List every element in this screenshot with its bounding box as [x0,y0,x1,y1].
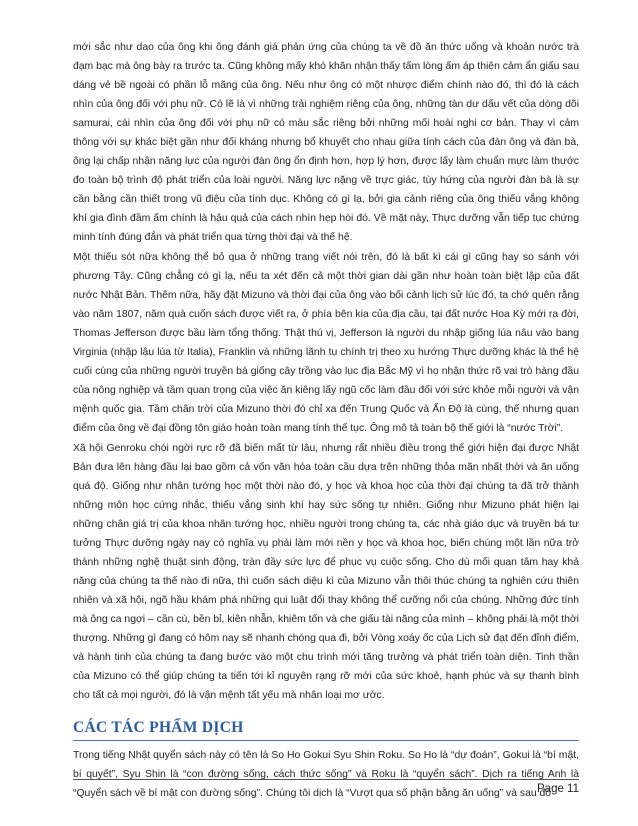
section-heading: CÁC TÁC PHẨM DỊCH [73,719,579,741]
page-footer [73,779,579,795]
body-paragraph-1: mới sắc như dao của ông khi ông đánh giá phản ứng của chúng ta về đồ ăn thức uống và khoản nước trà đạm bạc mà ông bày ra trước ta. Cũng không mấy khó khăn nhận thấy tấm lòng ấm áp thiện cảm ẩn giấu sau dáng vẻ bề ngoài có phần lỗ mãng của ông. Nếu như ông có một nhược điểm chính nào đó, thì đó là cách nhìn của ông đối với phụ nữ. Có lẽ là vì những trải nghiệm riêng của ông, những tàn dư dấu vết của dòng dõi samurai, cái nhìn của ông đối với phụ nữ có màu sắc riêng bởi những mối hoài nghi cơ bản. Thay vì cảm thông với sự khác biệt gần như đối kháng nhưng bổ khuyết cho nhau giữa tính cách của đàn ông và đàn bà, ông lại chấp nhận năng lực của người đàn ông ổn định hơn, hợp lý hơn, được lấy làm chuẩn mực làm thước đo toàn bộ trình độ phát triển của loài người. Năng lực nặng về trực giác, tùy hứng của người đàn bà là sự cần bằng cần thiết trong vũ điệu của tính dục. Không có gì lạ, bởi gia cảnh riêng của ông thiếu vắng không khí gia đình đầm ấm chính là hậu quả của cách nhìn hẹp hòi đó. Về mặt này, Thực dưỡng vẫn tiếp tục chứng minh tính đúng đắn và phát triển qua từng thời đại và thế hệ. [73,42,579,243]
body-paragraph-3: Xã hội Genroku chói ngời rực rỡ đã biến mất từ lâu, nhưng rất nhiều điều trong thế giới hiện đại được Nhật Bản đưa lên hàng đầu lại bao gồm cả vốn văn hóa toàn cầu dựa trên những thỏa mãn nhất thời và ăn uống quá độ. Giống như nhân tướng học một thời nào đó, y học và khoa học của thời đại chúng ta đã trở thành những môn học cứng nhắc, thiếu vắng sinh khí hay sức sống tự nhiên. Giống như Mizuno phát hiện lại những chân giá trị của khoa nhân tướng học, nhiều người trong chúng ta, các nhà giáo dục và truyền bá tư tưởng Thực dưỡng ngày nay có nghĩa vụ phải làm mới nền y học và khoa học, biến chúng một lần nữa trở thành những nghệ thuật sinh động, tràn đầy sức lực để phục vụ cuộc sống. Cho dù mối quan tâm hay khả năng của chúng ta thế nào đi nữa, thì cuốn sách diệu kì của Mizuno vẫn thôi thúc chúng ta nghiên cứu thiên nhiên và xã hội, ngõ hầu khám phá những qui luật đổi thay không thể cưỡng nổi của chúng. Những đức tính mà ông ca ngợi – cần cù, bền bỉ, kiên nhẫn, khiêm tốn và che giấu tài năng của mình – không phải là một thời thượng. Những gì đang có hôm nay sẽ nhanh chóng qua đi, bởi Vòng xoáy ốc của Lịch sử đạt đến đỉnh điểm, và hành tinh của chúng ta đang bước vào một chu trình mới tăng trưởng và phát triển toàn diện. Tinh thần của Mizuno có thể giúp chúng ta tiến tới kỉ nguyên rạng rỡ mới của sức khoẻ, hạnh phúc và sự thanh bình cho tất cả mọi người, đó là vận mệnh tất yếu mà nhân loại mơ ước. [73,443,579,701]
section-paragraph: Trong tiếng Nhật quyển sách này có tên là So Ho Gokui Syu Shin Roku. So Ho là “dự đoán”, Gokui là “bí mật, bí quyết”, Syu Shin là “con đường sống, cách thức sống” và Roku là “quyển sách”. Dịch ra tiếng Anh là “Quyển sách về bí mật con đường sống”. Chúng tôi dịch là “Vượt qua số phận bằng ăn uống” và sau đó [73,750,579,799]
page-number: Page 11 [537,783,579,795]
document-page [73,38,579,804]
body-paragraph-2: Một thiếu sót nữa không thể bỏ qua ở những trang viết nói trên, đó là bất kì cái gì cũng hay so sánh với phương Tây. Cũng chẳng có gì lạ, nếu ta xét đến cả một thời gian dài gần như hoàn toàn biệt lập của đất nước Nhật Bản. Thêm nữa, hãy đặt Mizuno và thời đại của ông vào bối cảnh lịch sử lúc đó, ta chớ quên rằng vào năm 1807, năm quà cuốn sách được viết ra, ở phía bên kia của địa cầu, tại đất nước Hoa Kỳ mới ra đời, Thomas Jefferson được bầu làm tổng thống. Thật thú vị, Jefferson là người du nhập giống lúa nâu vào bang Virginia (nhập lậu lúa từ Italia), Franklin và những lãnh tụ chính trị theo xu hướng Thực dưỡng khác là thế hệ cuối cùng của những người truyền bá giống cây trồng vào lục địa Bắc Mỹ vì họ nhận thức rõ vai trò hàng đầu của nông nghiệp và tầm quan trọng của việc ăn kiêng lấy ngũ cốc làm đầu đối với sức khỏe mỗi người và vận mệnh quốc gia. Tầm chân trời của Mizuno thời đó chỉ xa đến Trung Quốc và Ấn Độ là cùng, thế nhưng quan điểm của ông về đại đồng tôn giáo hoàn toàn mang tính thế tục. Ông mô tả toàn bộ thế giới là “nước Trời”. [73,252,579,434]
